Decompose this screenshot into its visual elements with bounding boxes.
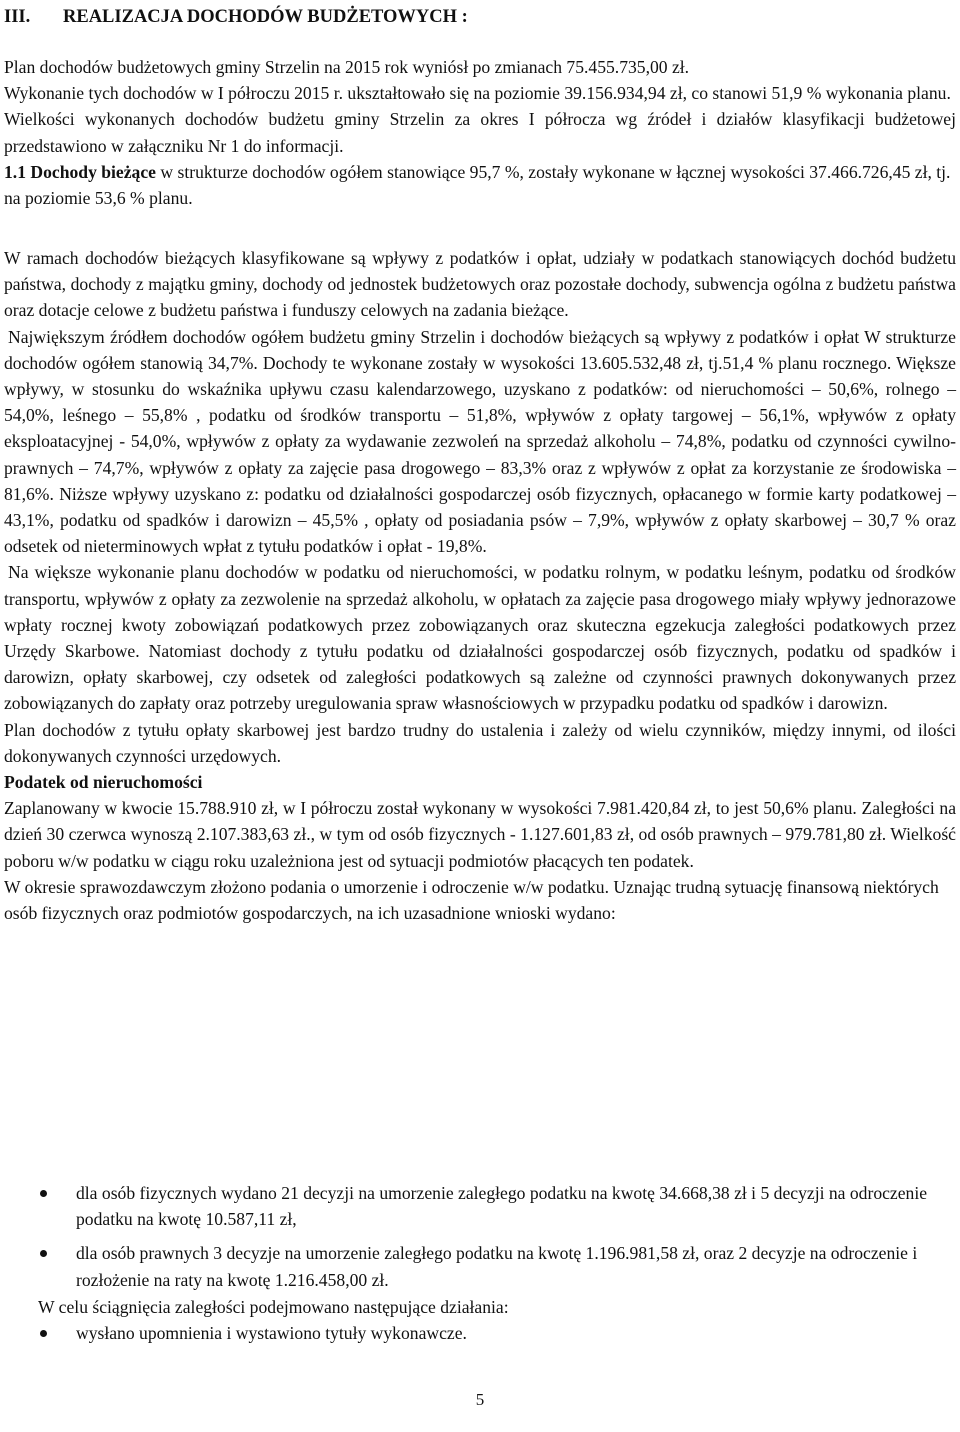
paragraph-current-income-scope: W ramach dochodów bieżących klasyfikowane są wpływy z podatków i opłat, udziały w podatkach stanowiących dochód budżetu państwa, dochody z majątku gminy, dochody od jednostek budżetowych oraz pozostałe dochody, subwencja ogólna z budżetu państwa oraz dotacje celowe z budżetu państwa i funduszy celowych na zadania bieżące.	[4, 248, 956, 321]
paragraph-tax-revenues: Największym źródłem dochodów ogółem budżetu gminy Strzelin i dochodów bieżących są wpływy z podatków i opłat W strukturze dochodów ogółem stanowią 34,7%. Dochody te wykonane zostały w wysokości 13.605.532,48 zł, tj.51,4 % planu rocznego. Większe wpływy, w stosunku do wskaźnika upływu czasu kalendarzowego, uzyskano z podatków: od nieruchomości – 50,6%, rolnego – 54,0%, leśnego – 55,8% , podatku od środków transportu – 51,8%, wpływów z opłaty targowej – 56,1%, wpływów z opłaty eksploatacyjnej - 54,0%, wpływów z opłaty za wydawanie zezwoleń na sprzedaż alkoholu – 74,8%, podatku od czynności cywilno-prawnych – 74,7%, wpływów z opłaty za zajęcie pasa drogowego – 83,3% oraz z wpływów z opłat za korzystanie ze środowiska – 81,6%. Niższe wpływy uzyskano z: podatku od działalności gospodarczej osób fizycznych, opłacanego w formie karty podatkowej – 43,1%, podatku od spadków i darowizn – 45,5% , opłaty od posiadania psów – 7,9%, wpływów z opłaty skarbowej – 30,7 % oraz odsetek od nieterminowych wpłat z tytułu podatków i opłat - 19,8%.	[4, 326, 956, 557]
paragraph-stamp-duty: Plan dochodów z tytułu opłaty skarbowej jest bardzo trudny do ustalenia i zależy od wielu czynników, między innymi, od ilości dokonywanych czynności urzędowych.	[4, 719, 956, 766]
section-number: III.	[4, 7, 31, 27]
property-tax-remission: W okresie sprawozdawczym złożono podania o umorzenie i odroczenie w/w podatku. Uznając trudną sytuację finansową niektórych osób fizycznych oraz podmiotów gospodarczych, na ich uzasadnione wnioski wydano:	[4, 876, 939, 924]
property-tax-heading: Podatek od nieruchomości	[4, 772, 203, 793]
list-item	[4, 1240, 956, 1292]
list-item-text: wysłano upomnienia i wystawiono tytuły wykonawcze.	[76, 1323, 467, 1343]
bullet-icon	[40, 1250, 47, 1257]
list-item	[4, 1180, 956, 1232]
current-income-paragraph	[4, 159, 956, 211]
intro-attachment: Wielkości wykonanych dochodów budżetu gminy Strzelin za okres I półrocza wg źródeł i działów klasyfikacji budżetowej przedstawiono w załączniku Nr 1 do informacji.	[4, 109, 956, 156]
body-block	[4, 245, 956, 926]
list-item-text: dla osób prawnych 3 decyzje na umorzenie zaległego podatku na kwotę 1.196.981,58 zł, oraz 2 decyzje na odroczenie i rozłożenie na raty na kwotę 1.216.458,00 zł.	[76, 1243, 918, 1290]
property-tax-paragraph: Zaplanowany w kwocie 15.788.910 zł, w I półroczu został wykonany w wysokości 7.981.420,84 zł, to jest 50,6% planu. Zaległości na dzień 30 czerwca wynoszą 2.107.383,63 zł., w tym od osób fizycznych - 1.127.601,83 zł, od osób prawnych – 979.781,80 zł. Wielkość poboru w/w podatku w ciągu roku uzależniona jest od sytuacji podmiotów płacących ten podatek.	[4, 798, 956, 871]
list-item	[4, 1320, 956, 1346]
actions-intro: W celu ściągnięcia zaległości podejmowano następujące działania:	[38, 1297, 509, 1317]
section-title: REALIZACJA DOCHODÓW BUDŻETOWYCH :	[63, 7, 468, 27]
paragraph-higher-execution: Na większe wykonanie planu dochodów w podatku od nieruchomości, w podatku rolnym, w podatku leśnym, podatku od środków transportu, wpływów z opłaty za zezwolenie na sprzedaż alkoholu, w opłatach za zajęcie pasa drogowego miały wpływy jednorazowe wpłaty rocznej kwoty zobowiązań podatkowych przez zobowiązanych oraz skuteczna egzekucja zaległości podatkowych przez Urzędy Skarbowe. Natomiast dochody z tytułu podatku od działalności gospodarczej osób fizycznych, podatku od spadków i darowizn, opłaty skarbowej, czy odsetek od zaległości podatkowych są zależne od czynności prawnych dokonywanych przez zobowiązanych do zapłaty oraz potrzeby uregulowania spraw własnościowych w przypadku podatku od spadków i darowizn.	[4, 562, 956, 714]
current-income-text: w strukturze dochodów ogółem stanowiące 95,7 %, zostały wykonane w łącznej wysokości 37.466.726,45 zł, tj. na poziomie 53,6 % planu.	[4, 161, 951, 209]
page-number: 5	[475, 1390, 485, 1409]
current-income-label: 1.1 Dochody bieżące	[4, 161, 156, 182]
intro-block	[4, 54, 956, 211]
bullet-icon	[40, 1330, 47, 1337]
decisions-list	[4, 1180, 956, 1293]
section-heading	[4, 4, 468, 30]
bullet-icon	[40, 1190, 47, 1197]
list-item-text: dla osób fizycznych wydano 21 decyzji na umorzenie zaległego podatku na kwotę 34.668,38 zł i 5 decyzji na odroczenie podatku na kwotę 10.587,11 zł,	[76, 1183, 928, 1230]
actions-list	[4, 1320, 956, 1346]
intro-execution: Wykonanie tych dochodów w I półroczu 2015 r. ukształtowało się na poziomie 39.156.934,94 zł, co stanowi 51,9 % wykonania planu.	[4, 83, 951, 104]
intro-plan: Plan dochodów budżetowych gminy Strzelin na 2015 rok wyniósł po zmianach 75.455.735,00 zł.	[4, 57, 690, 77]
